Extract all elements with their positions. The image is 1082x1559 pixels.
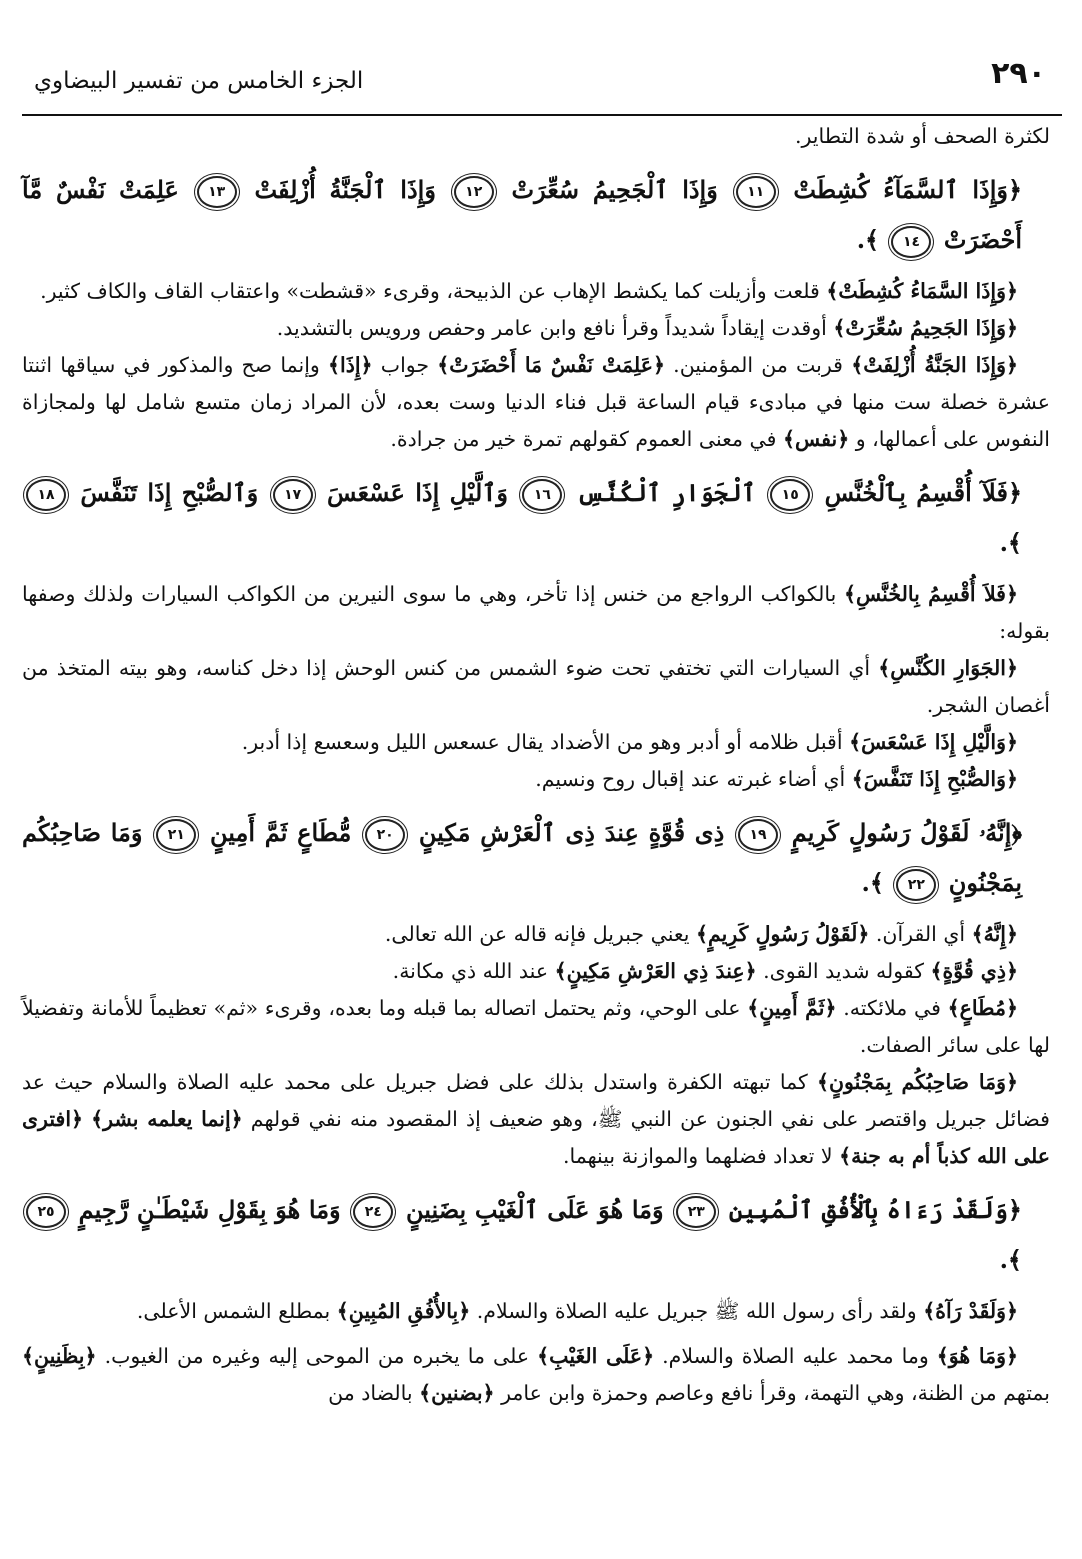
quoted-verse: ﴿لَقَوْلُ رَسُولٍ كَرِيمٍ﴾ — [696, 922, 870, 946]
commentary-paragraph — [22, 724, 1050, 761]
commentary-paragraph — [22, 310, 1050, 347]
commentary-text: بالضاد من — [328, 1381, 420, 1405]
commentary-text: وما محمد عليه الصلاة والسلام. — [654, 1344, 937, 1368]
quoted-verse: ﴿الجَوَارِ الكُنَّسِ﴾ — [878, 656, 1018, 680]
verse-text: وَٱلَّيْلِ إِذَا عَسْعَسَ — [326, 478, 509, 507]
paragraph: لكثرة الصحف أو شدة التطاير. — [794, 124, 1050, 148]
quoted-verse: ﴿وَلَقَدْ رَآهُ﴾ — [923, 1299, 1018, 1323]
verse-text: ذِى قُوَّةٍ عِندَ ذِى ٱلْعَرْشِ مَكِينٍ — [418, 818, 725, 847]
commentary-text: وإنما صح والمذكور في سياقها اثنتا عشرة خصلة ست منها في مبادىء قيام الساعة قبل فناء الدنيا وست بعده، لأن المراد زمان متسع شامل لها ولمجازاة النفوس على أعمالها، و — [22, 353, 1050, 451]
verse-text: عَلِمَتْ نَفْسٌ مَّآ أَحْضَرَتْ — [22, 175, 1022, 254]
verse-number-marker: ١٧ — [273, 479, 313, 511]
commentary-paragraph — [22, 916, 1050, 953]
quoted-verse: ﴿وَإِذَا الجَحِيمُ سُعِّرَتْ﴾ — [833, 316, 1018, 340]
verse-text: وَمَا هُوَ عَلَى ٱلْغَيْبِ بِضَنِينٍ — [405, 1195, 664, 1224]
commentary-paragraph — [22, 761, 1050, 798]
quoted-verse: ﴿نفس﴾ — [782, 427, 850, 451]
verse-number-marker: ١٩ — [738, 819, 778, 851]
commentary-text: في معنى العموم كقولهم تمرة خير من جرادة. — [390, 427, 783, 451]
verse-text: ﴿فَلَآ أُقْسِمُ بِٱلْخُنَّسِ — [824, 478, 1023, 507]
verse-number-marker: ٢٢ — [896, 869, 936, 901]
quoted-verse: ﴿إِذَا﴾ — [328, 353, 373, 377]
commentary-text: جواب — [372, 353, 438, 377]
quoted-verse: ﴿إنما يعلمه بشر﴾ — [91, 1107, 243, 1131]
commentary-paragraph — [22, 1338, 1050, 1412]
verse-number-marker: ١١ — [736, 176, 776, 208]
verse-number-marker: ١٤ — [891, 226, 931, 258]
verse-number-marker: ١٢ — [454, 176, 494, 208]
quoted-verse: ﴿بِظَنِينٍ﴾ — [22, 1344, 97, 1368]
verse-number-marker: ١٣ — [197, 176, 237, 208]
quoted-verse: ﴿ذِي قُوَّةٍ﴾ — [930, 959, 1018, 983]
verse-number-marker: ١٦ — [522, 479, 562, 511]
verse-number-marker: ٢١ — [156, 819, 196, 851]
quoted-verse: ﴿مُطَاعٍ﴾ — [947, 996, 1018, 1020]
page-number: ٢٩٠ — [991, 56, 1046, 91]
verse-end: ﴾. — [861, 868, 884, 897]
verse-text: وَإِذَا ٱلْجَنَّةُ أُزْلِفَتْ — [254, 175, 436, 204]
quoted-verse: ﴿وَمَا صَاحِبُكُم بِمَجْنُونٍ﴾ — [816, 1070, 1018, 1094]
commentary-text: على الوحي، وثم يحتمل اتصاله بما قبله وما بعده، وقرىء «ثم» تعظيماً للأمانة وتفضيلاً لها على سائر الصفات. — [22, 996, 1050, 1057]
commentary-text — [83, 1107, 91, 1131]
quoted-verse: ﴿عَلِمَتْ نَفْسٌ مَا أَحْضَرَتْ﴾ — [437, 353, 665, 377]
quoted-verse: ﴿ثَمَّ أَمِينٍ﴾ — [747, 996, 837, 1020]
verse-number-marker: ٢٤ — [353, 1196, 393, 1228]
quran-verse-block — [22, 468, 1050, 568]
verse-text: وَمَا هُوَ بِقَوْلِ شَيْطَـٰنٍ رَّجِيمٍ — [78, 1195, 341, 1224]
verse-end: ﴾. — [999, 528, 1022, 557]
quoted-verse: ﴿عَلَى الغَيْبِ﴾ — [537, 1344, 655, 1368]
commentary-text: أوقدت إيقاداً شديداً وقرأ نافع وابن عامر وحفص ورويس بالتشديد. — [276, 316, 834, 340]
verse-text: وَمَا صَاحِبُكُم بِمَجْنُونٍ — [22, 818, 1022, 897]
commentary-text: في ملائكته. — [836, 996, 948, 1020]
commentary-paragraph — [22, 953, 1050, 990]
quoted-verse: ﴿بِالأُفُقِ المُبِينِ﴾ — [336, 1299, 471, 1323]
commentary-paragraph — [22, 1064, 1050, 1175]
verse-text: وَٱلصُّبْحِ إِذَا تَنَفَّسَ — [80, 478, 259, 507]
verse-text: ٱلْجَوَارِ ٱلْكُنَّسِ — [576, 478, 756, 507]
quran-verse-block — [22, 1185, 1050, 1285]
quran-verse-block — [22, 165, 1050, 265]
commentary-text: على ما يخبره من الموحى إليه وغيره من الغيوب. — [96, 1344, 538, 1368]
verse-text: ﴿وَلَقَدْ رَءَاهُ بِٱلْأُفُقِ ٱلْمُبِينِ — [728, 1195, 1022, 1224]
commentary-text: كما تبهته الكفرة واستدل بذلك على فضل جبريل على محمد عليه الصلاة والسلام حيث عد فضائل جبريل واقتصر على نفي الجنون عن النبي ﷺ، وهو ضعيف إذ المقصود منه نفي قولهم — [22, 1070, 1050, 1131]
commentary-text: قلعت وأزيلت كما يكشط الإهاب عن الذبيحة، وقرىء «قشطت» واعتقاب القاف والكاف كثير. — [40, 279, 827, 303]
commentary-paragraph — [22, 576, 1050, 650]
commentary-text: لا تعداد فضلهما والموازنة بينهما. — [562, 1144, 840, 1168]
verse-end: ﴾. — [856, 225, 880, 254]
commentary-text: بمتهم من الظنة، وهي التهمة، وقرأ نافع وعاصم وحمزة وابن عامر — [494, 1381, 1050, 1405]
quoted-verse: ﴿وَالصُّبْحِ إِذَا تَنَفَّسَ﴾ — [851, 767, 1018, 791]
commentary-text: بمطلع الشمس الأعلى. — [136, 1299, 337, 1323]
page-body — [22, 118, 1050, 1412]
quran-verse-block — [22, 808, 1050, 908]
commentary-text: بالكواكب الرواجع من خنس إذا تأخر، وهي ما سوى النيرين من الكواكب السيارات ولذلك وصفها بقوله: — [22, 582, 1050, 643]
verse-end: ﴾. — [999, 1245, 1022, 1274]
verse-text: وَإِذَا ٱلْجَحِيمُ سُعِّرَتْ — [511, 175, 718, 204]
verse-number-marker: ١٨ — [26, 479, 66, 511]
commentary-text: عند الله ذي مكانة. — [392, 959, 555, 983]
quoted-verse: ﴿فَلاَ أُقْسِمُ بِالخُنَّسِ﴾ — [844, 582, 1018, 606]
verse-number-marker: ٢٠ — [365, 819, 405, 851]
quoted-verse: ﴿عِندَ ذِي العَرْشِ مَكِينٍ﴾ — [554, 959, 757, 983]
quoted-verse: ﴿افترى على الله كذباً أم به جنة﴾ — [22, 1107, 1050, 1168]
commentary-text: أي أضاء غبرته عند إقبال روح ونسيم. — [535, 767, 852, 791]
running-title: الجزء الخامس من تفسير البيضاوي — [34, 68, 364, 94]
commentary-text: قربت من المؤمنين. — [664, 353, 852, 377]
quoted-verse: ﴿وَإِذَا الجَنَّةُ أُزْلِفَتْ﴾ — [851, 353, 1018, 377]
verse-number-marker: ٢٣ — [676, 1196, 716, 1228]
commentary-paragraph — [22, 990, 1050, 1064]
quoted-verse: ﴿إِنَّهُ﴾ — [971, 922, 1018, 946]
verse-text: مُّطَاعٍ ثَمَّ أَمِينٍ — [210, 818, 352, 847]
commentary-text: أي السيارات التي تختفي تحت ضوء الشمس من كنس الوحش إذا دخل كناسه، وهو بيته المتخذ من أغصان الشجر. — [22, 656, 1050, 717]
commentary-text: يعني جبريل فإنه قاله عن الله تعالى. — [384, 922, 696, 946]
quoted-verse: ﴿وَإِذَا السَّمَاءُ كُشِطَتْ﴾ — [826, 279, 1018, 303]
commentary-paragraph — [22, 650, 1050, 724]
quoted-verse: ﴿وَمَا هُوَ﴾ — [936, 1344, 1018, 1368]
commentary-text: أي القرآن. — [869, 922, 972, 946]
commentary-paragraph — [22, 273, 1050, 310]
quoted-verse: ﴿وَالَّيْلِ إِذَا عَسْعَسَ﴾ — [849, 730, 1018, 754]
quoted-verse: ﴿بضنين﴾ — [419, 1381, 495, 1405]
commentary-text: ولقد رأى رسول الله ﷺ جبريل عليه الصلاة والسلام. — [470, 1299, 924, 1323]
commentary-text: كقوله شديد القوى. — [756, 959, 931, 983]
commentary-paragraph — [22, 1293, 1050, 1330]
commentary-text: أقبل ظلامه أو أدبر وهو من الأضداد يقال عسعس الليل وسعسع إذا أدبر. — [241, 730, 850, 754]
verse-number-marker: ٢٥ — [26, 1196, 66, 1228]
verse-text: ﴿إِنَّهُۥ لَقَوْلُ رَسُولٍ كَرِيمٍ — [791, 818, 1022, 847]
verse-number-marker: ١٥ — [770, 479, 810, 511]
verse-text: ﴿وَإِذَا ٱلسَّمَآءُ كُشِطَتْ — [793, 175, 1023, 204]
page-header — [22, 52, 1062, 116]
commentary-paragraph — [22, 347, 1050, 458]
